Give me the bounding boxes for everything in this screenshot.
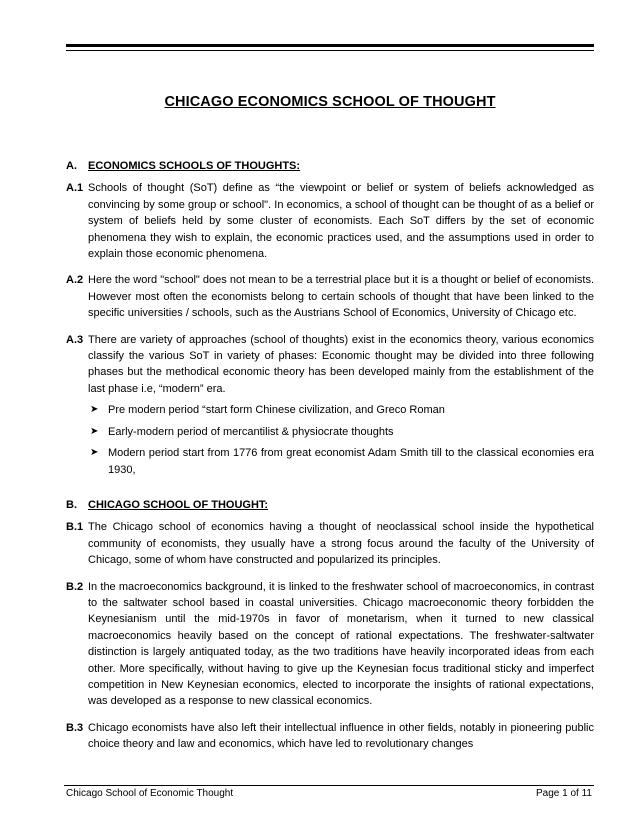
arrow-bullet-icon: ➤	[90, 404, 99, 416]
list-item	[88, 402, 594, 418]
list-item	[88, 424, 594, 440]
paragraph-b1	[66, 519, 594, 568]
paragraph-number: B.1	[66, 521, 84, 534]
footer-document-title: Chicago School of Economic Thought	[66, 788, 234, 799]
paragraph-text: The Chicago school of economics having a thought of neoclassical school inside the hypothetical community of economists, they usually have a strong focus around the faculty of the University of Chicago, some of whom have constructed and popularized its principles.	[88, 521, 594, 567]
document-title: CHICAGO ECONOMICS SCHOOL OF THOUGHT	[164, 94, 496, 110]
paragraph-b3	[66, 720, 594, 753]
section-title: ECONOMICS SCHOOLS OF THOUGHTS:	[88, 160, 301, 172]
paragraph-text: Chicago economists have also left their intellectual influence in other fields, notably in pioneering public choice theory and law and economics, which have led to revolutionary changes	[88, 721, 594, 751]
list-item	[88, 445, 594, 478]
section-label: A.	[66, 160, 77, 172]
document-body	[66, 158, 594, 753]
section-b-heading	[66, 497, 594, 513]
arrow-bullet-icon: ➤	[90, 425, 99, 437]
paragraph-number: A.1	[66, 182, 84, 195]
paragraph-b2	[66, 579, 594, 710]
page-number: Page 1 of 11	[536, 788, 592, 799]
header-rule-thin	[66, 50, 594, 51]
section-label: B.	[66, 498, 77, 511]
paragraph-number: A.3	[66, 333, 84, 346]
paragraph-a1	[66, 180, 594, 262]
paragraph-text: In the macroeconomics background, it is linked to the freshwater school of macroeconomics, in contrast to the saltwater school based in coastal universities. Chicago macroeconomic theory forbidden the Keynesianism until the mid-1970s in favor of monetarism, when it turned to new classical macroeconomics heavily based on the concept of rational expectations. The freshwater-saltwater distinction is largely antiquated today, as the two traditions have heavily incorporated ideas from each other. More specifically, without having to give up the Keynesian focus traditional sticky and imperfect competition in New Keynesian economics, elected to incorporate the insights of rational expectations, was developed as a response to new classical economics.	[88, 580, 594, 708]
paragraph-text: Schools of thought (SoT) define as “the viewpoint or belief or system of beliefs acknowledged as convincing by some group or school". In economics, a school of thought can be thought of as a belief or system of beliefs held by some cluster of economists. Each SoT differs by the set of economic phenomena they wish to explain, the economic practices used, and the assumptions used in order to explain those economic phenomena.	[88, 182, 594, 261]
list-item-text: Pre modern period “start form Chinese civilization, and Greco Roman	[108, 404, 445, 417]
list-item-text: Early-modern period of mercantilist & physiocrate thoughts	[108, 425, 394, 438]
section-a-heading	[66, 158, 594, 174]
paragraph-text: Here the word "school" does not mean to be a terrestrial place but it is a thought or belief of economists. However most often the economists belong to certain schools of thought that have been linked to the specific universities / schools, such as the Austrians School of Economics, University of Chicago etc.	[88, 274, 594, 320]
paragraph-text: There are variety of approaches (school of thoughts) exist in the economics theory, various economics classify the various SoT in variety of phases: Economic thought may be divided into three following phases but the methodical economic theory has been developed mainly from the establishment of the last phase i.e, “modern” era.	[88, 333, 594, 395]
section-title: CHICAGO SCHOOL OF THOUGHT:	[88, 498, 269, 511]
list-item-text: Modern period start from 1776 from great economist Adam Smith till to the classical economies era 1930,	[108, 447, 594, 476]
paragraph-a3	[66, 332, 594, 398]
header-rule-thick	[66, 44, 594, 47]
paragraph-number: A.2	[66, 274, 84, 287]
arrow-bullet-icon: ➤	[90, 447, 99, 459]
footer-rule	[64, 785, 594, 786]
paragraph-number: B.3	[66, 721, 84, 734]
paragraph-a2	[66, 272, 594, 321]
paragraph-number: B.2	[66, 580, 84, 593]
